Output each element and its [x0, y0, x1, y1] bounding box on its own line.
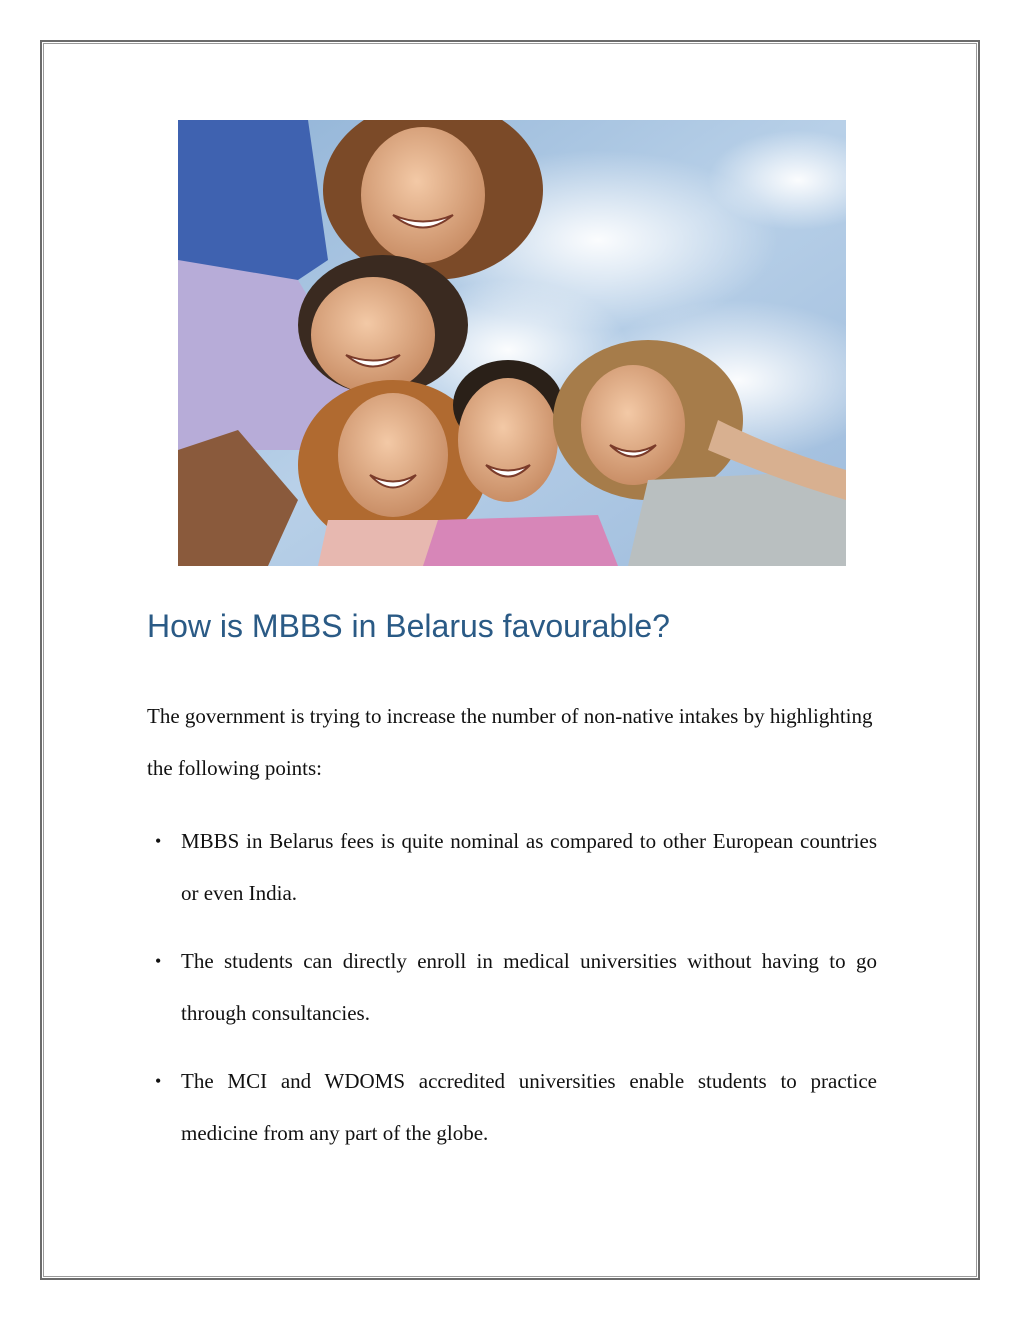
list-item [147, 935, 877, 1039]
list-item [147, 815, 877, 919]
list-item [147, 1055, 877, 1159]
bullet-icon: • [155, 1071, 162, 1091]
benefits-list [147, 815, 877, 1175]
list-item-text: The students can directly enroll in medical universities without having to go through consultancies. [181, 949, 877, 1025]
page-title: How is MBBS in Belarus favourable? [147, 608, 670, 644]
list-item-text: The MCI and WDOMS accredited universities enable students to practice medicine from any part of the globe. [181, 1069, 877, 1145]
bullet-icon: • [155, 831, 162, 851]
bullet-icon: • [155, 951, 162, 971]
intro-paragraph: The government is trying to increase the number of non-native intakes by highlighting the following points: [147, 704, 873, 780]
list-item-text: MBBS in Belarus fees is quite nominal as compared to other European countries or even India. [181, 829, 877, 905]
group-photo-icon [178, 120, 846, 566]
group-photo [178, 120, 846, 566]
